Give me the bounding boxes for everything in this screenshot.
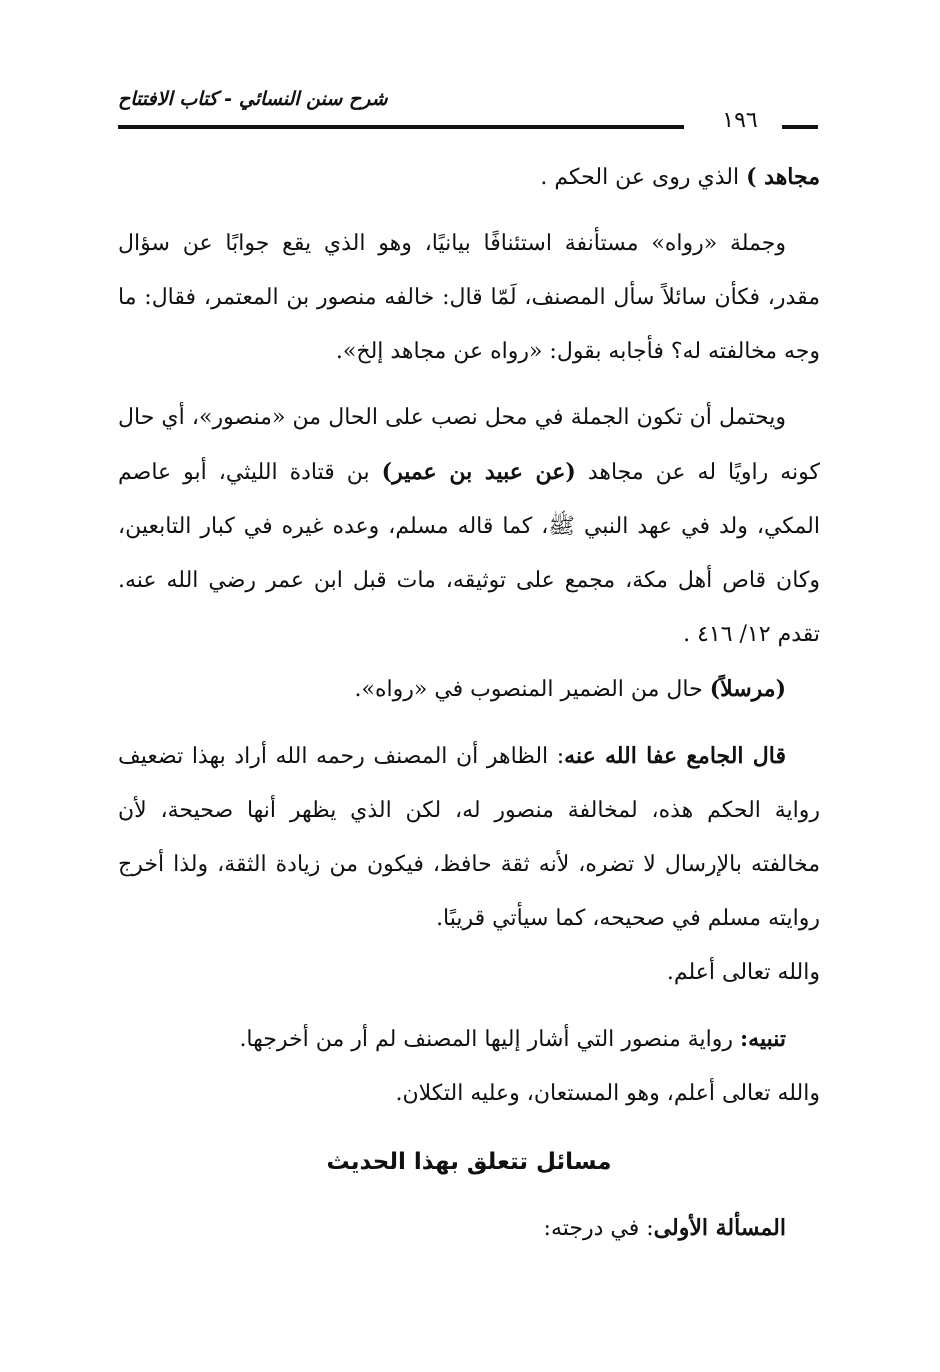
term-tanbih: تنبيه:	[740, 1026, 786, 1052]
page-number-dash	[782, 125, 818, 129]
term-mujahid: مجاهد )	[746, 164, 820, 190]
page-header	[118, 84, 820, 138]
paragraph-1: مجاهد ) الذي روى عن الحكم .	[540, 164, 820, 190]
paragraph-5: قال الجامع عفا الله عنه: الظاهر أن المصنف رحمه الله أراد بهذا تضعيف رواية الحكم هذه، لمخالفة منصور له، لكن الذي يظهر أنها صحيحة، لأن مخالفته بالإرسال لا تضره، لأنه ثقة حافظ، فيكون من زيادة الثقة، ولذا أخرج روايته مسلم في صحيحه، كما سيأتي قريبًا.	[118, 743, 820, 931]
term-jami: قال الجامع عفا الله عنه	[564, 743, 787, 769]
paragraph-6: تنبيه: رواية منصور التي أشار إليها المصنف لم أر من أخرجها.	[239, 1026, 786, 1052]
question-1: المسألة الأولى: في درجته:	[543, 1215, 786, 1241]
term-mursalan: (مرسلاً)	[709, 676, 786, 702]
running-title: شرح سنن النسائي - كتاب الافتتاح	[118, 88, 388, 110]
question-1-label: المسألة الأولى	[653, 1215, 786, 1241]
header-rule	[118, 125, 684, 129]
paragraph-5-end: والله تعالى أعلم.	[666, 960, 820, 985]
paragraph-6-end: والله تعالى أعلم، وهو المستعان، وعليه التكلان.	[395, 1081, 820, 1106]
paragraph-3: ويحتمل أن تكون الجملة في محل نصب على الحال من «منصور»، أي حال كونه راويًا له عن مجاهد (عن عبيد بن عمير) بن قتادة الليثي، أبو عاصم المكي، ولد في عهد النبي ﷺ، كما قاله مسلم، وعده غيره في كبار التابعين، وكان قاص أهل مكة، مجمع على توثيقه، مات قبل ابن عمر رضي الله عنه. تقدم ١٢/ ٤١٦ .	[118, 405, 820, 647]
page-number: ١٩٦	[722, 108, 758, 133]
page-body	[118, 150, 820, 1256]
section-heading: مسائل تتعلق بهذا الحديث	[326, 1149, 612, 1175]
term-ubaid: (عن عبيد بن عمير)	[381, 459, 576, 485]
paragraph-4: (مرسلاً) حال من الضمير المنصوب في «رواه».	[354, 676, 786, 702]
paragraph-2: وجملة «رواه» مستأنفة استئنافًا بيانيًا، وهو الذي يقع جوابًا عن سؤال مقدر، فكأن سائلاً سأل المصنف، لَمّا قال: خالفه منصور بن المعتمر، فقال: ما وجه مخالفته له؟ فأجابه بقول: «رواه عن مجاهد إلخ».	[118, 231, 820, 364]
